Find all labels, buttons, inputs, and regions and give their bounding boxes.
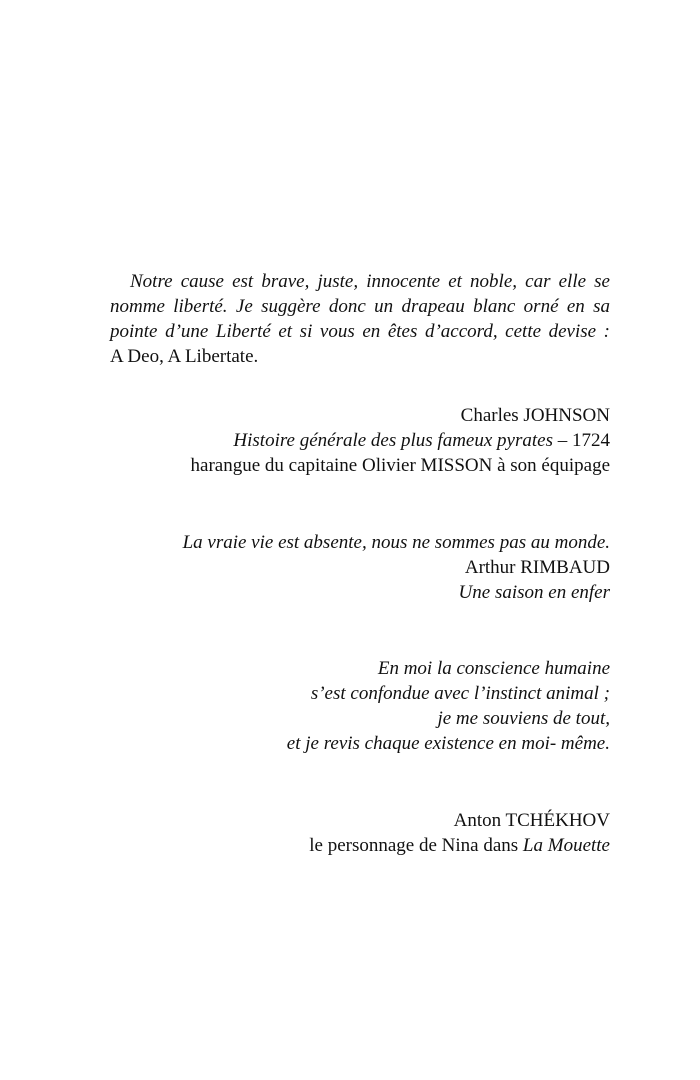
quote-motto: A Deo, A Libertate. [110, 346, 259, 367]
context-line: harangue du capitaine Olivier MISSON à son équipage [190, 455, 610, 476]
quote-line: et je revis chaque existence en moi- même. [286, 733, 610, 754]
quote-line: s’est confondue avec l’instinct animal ; [310, 683, 610, 704]
quote-text: La vraie vie est absente, nous ne sommes pas au monde. [182, 532, 610, 553]
author-name: Arthur RIMBAUD [464, 557, 610, 578]
context-prefix: le personnage de Nina dans [309, 835, 523, 856]
quote-line: En moi la conscience humaine [377, 658, 610, 679]
epigraph-johnson-attribution [110, 403, 610, 478]
quote-line: je me souviens de tout, [437, 708, 610, 729]
quote-line: Notre cause est brave, juste, innocente et noble, car elle se [130, 271, 610, 292]
author-name: Anton TCHÉKHOV [453, 810, 610, 831]
epigraph-rimbaud [110, 530, 610, 605]
quote-line: pointe d’une Liberté et si vous en êtes d’accord, cette devise : [110, 321, 610, 342]
work-year: – 1724 [553, 430, 610, 451]
work-line [110, 428, 610, 453]
work-title: Une saison en enfer [458, 582, 610, 603]
quote-line: nomme liberté. Je suggère donc un drapeau blanc orné en sa [110, 296, 610, 317]
epigraph-johnson-quote [110, 269, 610, 369]
work-title: Histoire générale des plus fameux pyrates [233, 430, 553, 451]
author-name: Charles JOHNSON [460, 405, 610, 426]
epigraph-tchekhov-quote [110, 656, 610, 756]
epigraph-tchekhov-attribution [110, 808, 610, 858]
work-title: La Mouette [522, 835, 610, 856]
context-line [110, 833, 610, 858]
